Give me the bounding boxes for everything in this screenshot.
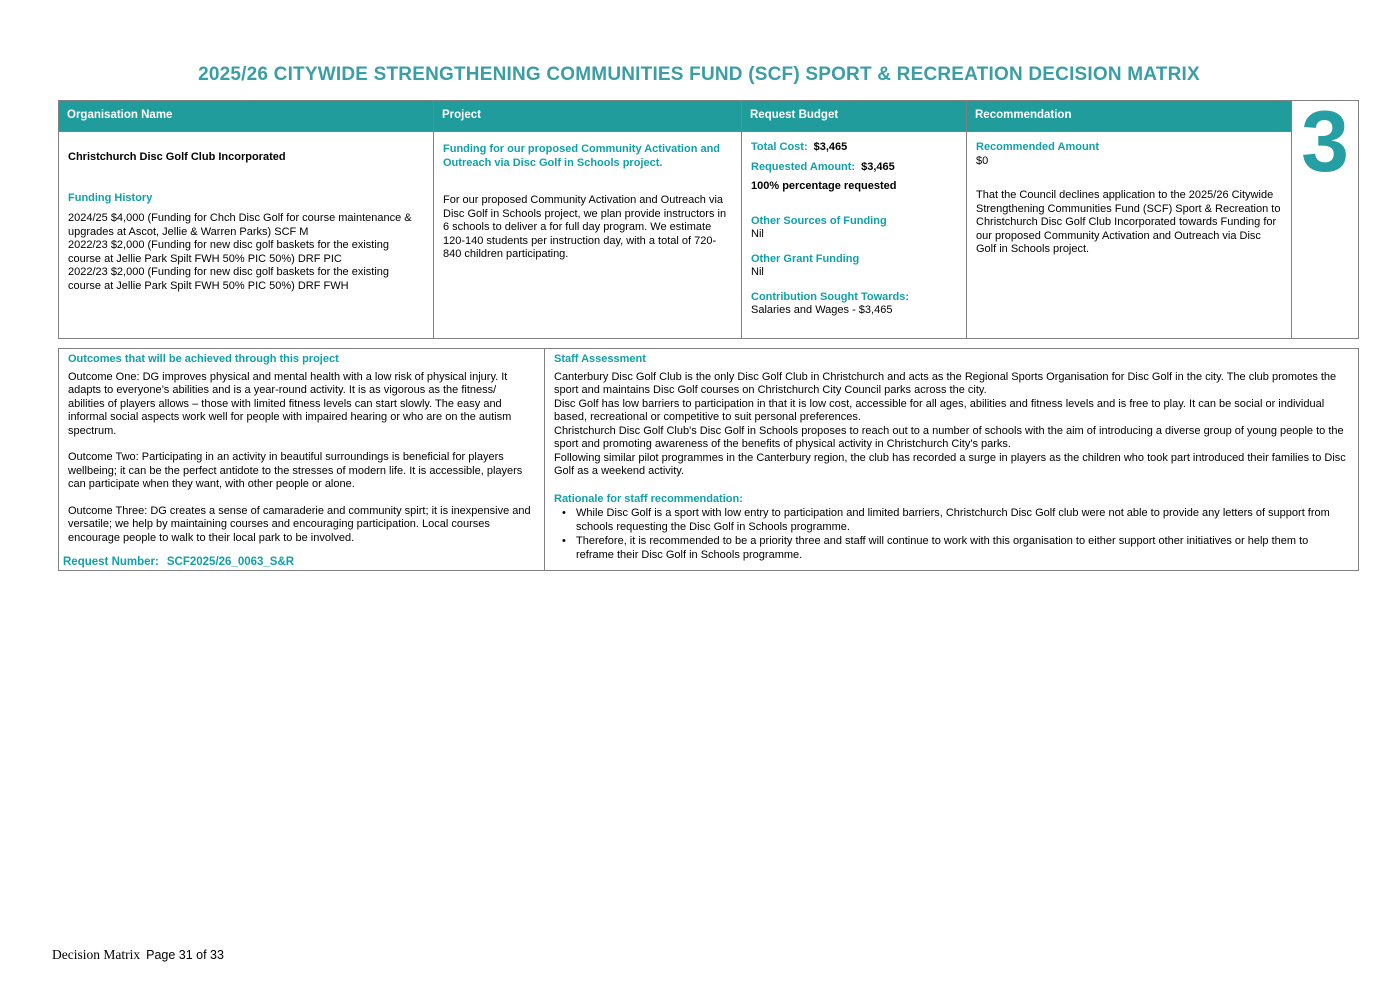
staff-assessment-paragraph: Disc Golf has low barriers to participation in that it is low cost, accessible for all ages, abilities and fitness levels and is free to play. It can be social or individual based, recreational or competitive to suit personal preferences.	[554, 397, 1325, 423]
matrix-header-row	[59, 101, 1359, 132]
staff-assessment-paragraph: Canterbury Disc Golf Club is the only Disc Golf Club in Christchurch and acts as the Regional Sports Organisation for Disc Golf in the city. The club promotes the sport and maintains Disc Golf courses on Christchurch City Council parks across the city.	[554, 370, 1337, 396]
rationale-header: Rationale for staff recommendation:	[554, 492, 743, 505]
other-grant-value: Nil	[751, 266, 764, 278]
page-title: 2025/26 CITYWIDE STRENGTHENING COMMUNITIES FUND (SCF) SPORT & RECREATION DECISION MATRIX	[198, 64, 1200, 85]
requested-amount-line	[751, 161, 957, 175]
header-request-budget: Request Budget	[742, 101, 967, 132]
contribution-label: Contribution Sought Towards:	[751, 290, 910, 303]
assessment-table	[58, 348, 1359, 571]
staff-assessment-paragraph: Following similar pilot programmes in the Canterbury region, the club has recorded a surge in players as the children who took part introduced their families to Disc Golf as a weekend activity.	[554, 451, 1346, 477]
decision-matrix-table	[58, 94, 1359, 339]
recommendation-cell	[967, 132, 1292, 339]
staff-assessment-paragraph: Christchurch Disc Golf Club's Disc Golf in Schools proposes to reach out to a number of schools with the aim of introducing a diverse group of young people to the sport and promoting awareness of the benefits of physical activity in Christchurch City's parks.	[554, 424, 1344, 450]
request-number-value: SCF2025/26_0063_S&R	[166, 556, 295, 568]
bullet-icon: •	[562, 535, 566, 547]
outcome-paragraph: Outcome One: DG improves physical and mental health with a low risk of physical injury. It adapts to everyone’s abilities and is a year-round activity. It is as vigorous as the fitness/ abilities of players allows – those with limited fitness levels can start slowly. The easy and informal social aspects work well for people with impaired hearing or who are on the autism spectrum.	[68, 370, 512, 437]
header-organisation-name: Organisation Name	[59, 101, 434, 132]
percentage-requested-line: 100% percentage requested	[751, 180, 897, 192]
project-cell	[434, 132, 742, 339]
page-footer	[52, 947, 224, 963]
funding-history-entry: 2024/25 $4,000 (Funding for Chch Disc Golf for course maintenance & upgrades at Ascot, Jellie & Warren Parks) SCF M	[68, 212, 412, 238]
organisation-cell	[59, 132, 434, 339]
footer-page-number: Page 31 of 33	[146, 948, 224, 962]
recommended-amount-label: Recommended Amount	[976, 141, 1100, 153]
total-cost-line	[751, 141, 957, 155]
requested-amount-value: $3,465	[861, 160, 895, 173]
total-cost-label: Total Cost:	[751, 141, 808, 153]
other-sources-group	[751, 215, 957, 242]
request-number	[63, 556, 294, 568]
organisation-name: Christchurch Disc Golf Club Incorporated	[68, 151, 286, 163]
recommended-amount-value: $0	[976, 154, 989, 167]
bullet-icon: •	[562, 507, 566, 519]
other-sources-value: Nil	[751, 228, 764, 240]
footer-doc-name: Decision Matrix	[52, 947, 141, 962]
rationale-bullet	[554, 507, 1349, 534]
other-grant-label: Other Grant Funding	[751, 252, 860, 265]
other-grant-group	[751, 253, 957, 280]
header-recommendation: Recommendation	[967, 101, 1292, 132]
outcome-paragraph: Outcome Two: Participating in an activity in beautiful surroundings is beneficial for players wellbeing; it can be the perfect antidote to the stresses of modern life. It is accessible, players can participate when they want, with other people or alone.	[68, 451, 523, 490]
contribution-group	[751, 291, 957, 318]
requested-amount-label: Requested Amount:	[751, 160, 856, 173]
funding-history-label: Funding History	[68, 191, 153, 204]
outcomes-cell	[59, 349, 545, 571]
matrix-body-row	[59, 132, 1359, 339]
funding-history-entry: 2022/23 $2,000 (Funding for new disc golf baskets for the existing course at Jellie Park Spilt FWH 50% PIC 50%) DRF FWH	[68, 266, 390, 292]
funding-history-entry: 2022/23 $2,000 (Funding for new disc golf baskets for the existing course at Jellie Park Spilt FWH 50% PIC 50%) DRF PIC	[68, 239, 390, 265]
rationale-bullet-text: While Disc Golf is a sport with low entry to participation and limited barriers, Christchurch Disc Golf club were not able to provide any letters of support from schools requesting the Disc Golf in Schools programme.	[576, 507, 1330, 533]
assessment-row	[59, 349, 1359, 571]
staff-assessment-cell	[545, 349, 1359, 571]
contribution-value: Salaries and Wages - $3,465	[751, 304, 893, 316]
project-description: For our proposed Community Activation and Outreach via Disc Golf in Schools project, we plan provide instructors in 6 schools to deliver a for full day program. We estimate 120-140 students per instruction day, with a total of 720-840 children participating.	[443, 194, 727, 260]
outcomes-header: Outcomes that will be achieved through this project	[68, 353, 339, 365]
outcome-paragraph: Outcome Three: DG creates a sense of camaraderie and community spirt; it is inexpensive and versatile; we help by maintaining courses and encouraging participation. Local courses encourage people to walk to their local park to be involved.	[68, 504, 531, 544]
rationale-bullet-text: Therefore, it is recommended to be a priority three and staff will continue to work with this organisation to either support other initiatives or help them to reframe their Disc Golf in Schools programme.	[576, 535, 1309, 561]
recommendation-text: That the Council declines application to the 2025/26 Citywide Strengthening Communities Fund (SCF) Sport & Recreation to Christchurch Disc Golf Club Incorporated towards Funding for our proposed Community Activation and Outreach via Disc Golf in Schools project.	[976, 189, 1281, 255]
rationale-bullet	[554, 535, 1349, 562]
header-project: Project	[434, 101, 742, 132]
request-number-label: Request Number:	[63, 556, 159, 568]
other-sources-label: Other Sources of Funding	[751, 214, 887, 227]
request-budget-cell	[742, 132, 967, 339]
total-cost-value: $3,465	[813, 141, 848, 153]
project-title: Funding for our proposed Community Activation and Outreach via Disc Golf in Schools project.	[443, 143, 721, 169]
priority-cell	[1292, 94, 1359, 339]
priority-number: 3	[1301, 94, 1349, 190]
staff-assessment-header: Staff Assessment	[554, 353, 646, 365]
